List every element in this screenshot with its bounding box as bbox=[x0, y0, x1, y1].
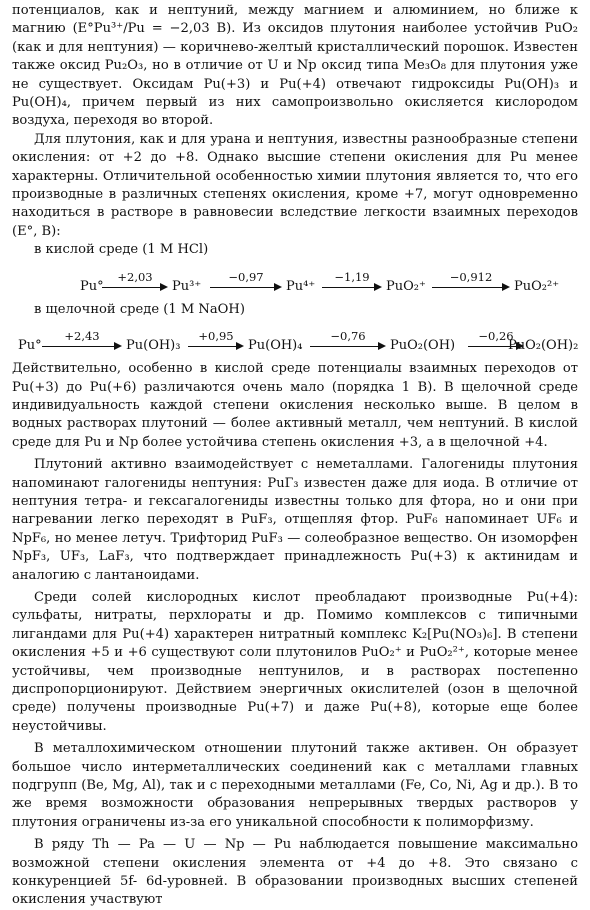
arrow-head-icon bbox=[160, 283, 168, 291]
alkaline-species-1: Pu° bbox=[18, 338, 42, 354]
alkaline-species-4: PuO₂(OH) bbox=[390, 338, 456, 354]
alkaline-arrow-1 bbox=[42, 331, 122, 351]
acid-arrow-2 bbox=[210, 269, 282, 292]
arrow-head-icon bbox=[236, 342, 244, 350]
alkaline-potential-3: −0,76 bbox=[330, 329, 366, 344]
acid-species-1: Pu° bbox=[80, 278, 104, 294]
paragraph-2: Для плутония, как и для урана и нептуния, известны разнообразные степени окисления: от +2 до +8. Однако высшие степени окисления для Pu менее характерны. Отличительной особенностью химии плутония является то, что его производные в различных степенях окисления, кроме +7, могут одновременно находиться в растворе в равновесии вследствие легкости взаимных переходов (E°, В): bbox=[12, 131, 578, 239]
acid-medium-label: в кислой среде (1 M HCl) bbox=[34, 242, 209, 258]
acid-arrow-3 bbox=[322, 269, 382, 292]
acid-species-2: Pu³⁺ bbox=[172, 278, 202, 294]
alkaline-species-5: PuO₂(OH)₂ bbox=[508, 338, 579, 354]
acid-potential-3: −1,19 bbox=[334, 269, 370, 284]
acid-species-3: Pu⁴⁺ bbox=[286, 278, 316, 294]
alkaline-potential-1: +2,43 bbox=[64, 329, 100, 344]
paragraph-7: В ряду Th — Pa — U — Np — Pu наблюдается повышение максимально возможной степени окисления элемента от +4 до +8. Это связано с конкуренцией 5f- 6d-уровней. В образовании производных высших степеней окисления участвуют bbox=[12, 837, 578, 908]
acid-arrow-4 bbox=[432, 269, 510, 292]
acid-potential-1: +2,03 bbox=[117, 269, 153, 284]
paragraph-5: Среди солей кислородных кислот преобладают производные Pu(+4): сульфаты, нитраты, перхлораты и др. Помимо комплексов с типичными лигандами для Pu(+4) характерен нитратный комплекс K₂[Pu(NO₃)₆]. В степени окисления +5 и +6 существуют соли плутонилов PuO₂⁺ и PuO₂²⁺, которые менее устойчивы, чем производные нептунилов, и в растворах постепенно диспропорционируют. Действием энергичных окислителей (озон в щелочной среде) получены производные Pu(+7) и даже Pu(+8), которые еще более неустойчивы. bbox=[12, 589, 578, 734]
paragraph-6: В металлохимическом отношении плутоний также активен. Он образует большое число интерметаллических соединений как с металлами главных подгрупп (Be, Mg, Al), так и с переходными металлами (Fe, Co, Ni, Ag и др.). В то же время возможности образования непрерывных твердых растворов у плутония ограничены из-за его уникальной способности к полиморфизму. bbox=[12, 741, 578, 830]
alkaline-species-3: Pu(OH)₄ bbox=[248, 338, 303, 354]
arrow-head-icon bbox=[502, 283, 510, 291]
arrow-head-icon bbox=[274, 283, 282, 291]
acid-potential-2: −0,97 bbox=[228, 269, 264, 284]
acid-species-4: PuO₂⁺ bbox=[386, 278, 426, 294]
acid-potential-4: −0,912 bbox=[449, 269, 493, 284]
paragraph-1: потенциалов, как и нептуний, между магнием и алюминием, но ближе к магнию (E°Pu³⁺/Pu = −2,03 В). Из оксидов плутония наиболее устойчив PuO₂ (как и для нептуния) — коричнево-желтый кристаллический порошок. Известен также оксид Pu₂O₃, но в отличие от U и Np оксид типа Me₃O₈ для плутония уже не существует. Оксидам Pu(+3) и Pu(+4) отвечают гидроксиды Pu(OH)₃ и Pu(OH)₄, причем первый из них самопроизвольно окисляется кислородом воздуха, переходя во второй. bbox=[12, 3, 578, 129]
alkaline-potential-4: −0,26 bbox=[478, 329, 514, 344]
paragraph-3: Действительно, особенно в кислой среде потенциалы взаимных переходов от Pu(+3) до Pu(+6) различаются очень мало (порядка 1 В). В щелочной среде индивидуальность каждой степени окисления несколько выше. В целом в водных растворах плутоний — более активный металл, чем нептуний. В кислой среде для Pu и Np более устойчива степень окисления +3, а в щелочной +4. bbox=[12, 361, 578, 450]
arrow-head-icon bbox=[378, 342, 386, 350]
arrow-head-icon bbox=[114, 342, 122, 350]
arrow-head-icon bbox=[374, 283, 382, 291]
alkaline-arrow-3 bbox=[310, 331, 386, 351]
alkaline-medium-label: в щелочной среде (1 M NaOH) bbox=[34, 301, 245, 317]
alkaline-species-2: Pu(OH)₃ bbox=[126, 338, 181, 354]
alkaline-potential-2: +0,95 bbox=[198, 329, 234, 344]
alkaline-arrow-2 bbox=[188, 331, 244, 351]
paragraph-4: Плутоний активно взаимодействует с неметаллами. Галогениды плутония напоминают галогениды нептуния: PuГ₃ известен даже для иода. В отличие от нептуния тетра- и гексагалогениды известны только для фтора, но и они при нагревании легко переходят в PuF₃, отщепляя фтор. PuF₆ напоминает UF₆ и NpF₆, но менее летуч. Трифторид PuF₃ — солеобразное вещество. Он изоморфен NpF₃, UF₃, LaF₃, что подтверждает принадлежность Pu(+3) к актинидам и аналогию с лантаноидами. bbox=[12, 457, 578, 583]
acid-potential-scheme bbox=[12, 263, 578, 297]
acid-species-5: PuO₂²⁺ bbox=[514, 278, 560, 294]
alkaline-potential-scheme bbox=[12, 322, 578, 356]
acid-arrow-1 bbox=[102, 269, 168, 292]
